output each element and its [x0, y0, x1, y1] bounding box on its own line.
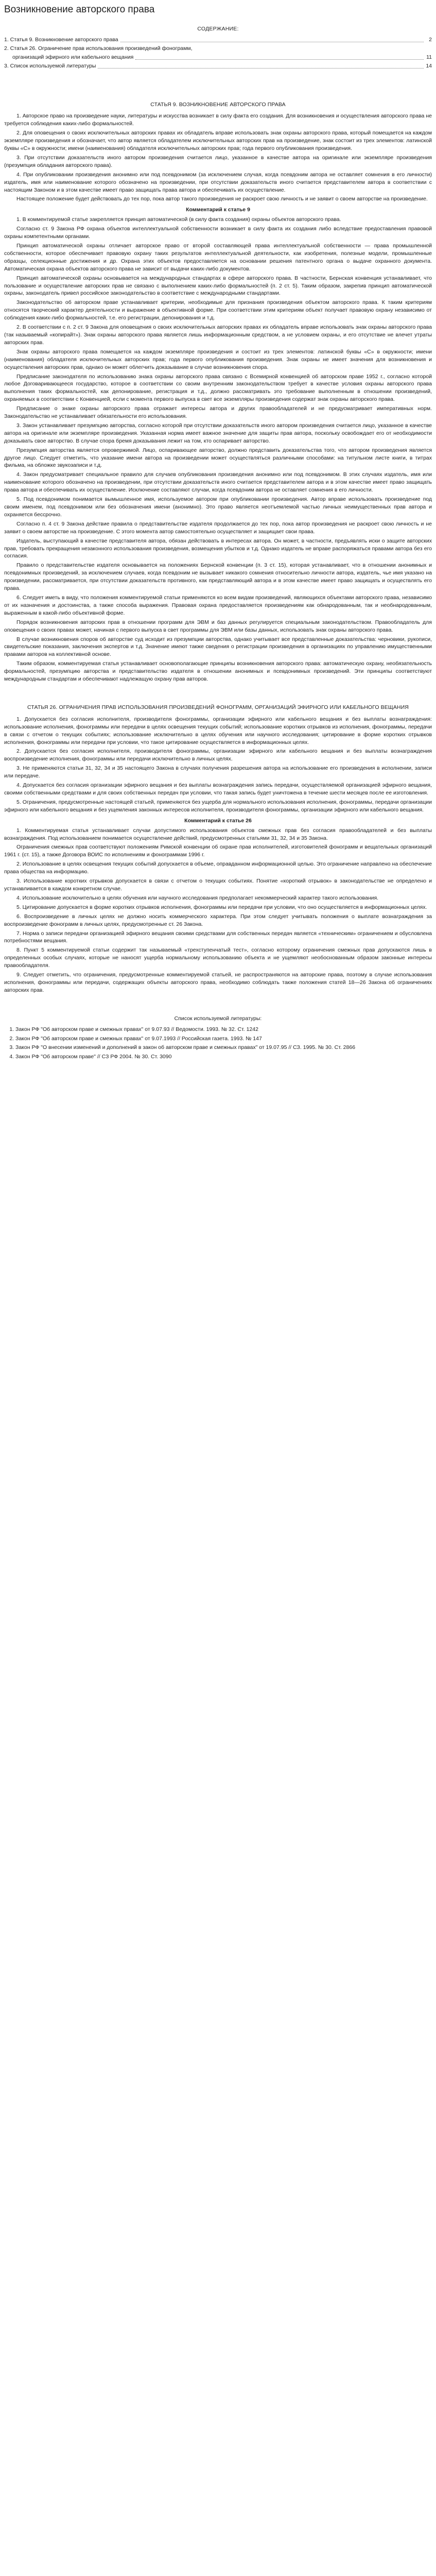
paragraph: 5. Под псевдонимом понимается вымышленное имя, используемое автором при опубликовании произведения. Автор вправе использовать произведение под своим именем, под псевдонимом или без обозначения имени (анонимно). Это право является неотъемлемой частью личных неимущественных прав автора и охраняется бессрочно. [4, 496, 432, 518]
paragraph: Порядок возникновения авторских прав в отношении программ для ЭВМ и баз данных регулируется специальным законодательством. Правообладатель для оповещения о своих правах может, начиная с первого выпуска в свет программы для ЭВМ или базы данных, использовать знак охраны авторского права. [4, 619, 432, 633]
paragraph: 1. Комментируемая статья устанавливает случаи допустимого использования объектов смежных прав без согласия правообладателей и без выплаты вознаграждения. Под использованием понимается осуществление действий, предусмотренных статьями 31, 32, 34 и 35 Закона. [4, 827, 432, 841]
paragraph: Предписание законодателя по использованию знака охраны авторского права связано с Всемирной конвенцией об авторском праве 1952 г., согласно которой любое Договаривающееся государство, которое в соответствии со своим внутренним законодательством требует в качестве условия охраны авторского права выполнения таких формальностей, как депонирование, регистрация и т.д., должно рассматривать это требование выполненным в отношении произведений, охраняемых в соответствии с Конвенцией, если с момента первого выпуска в свет все экземпляры произведения содержат знак охраны авторского права. [4, 373, 432, 403]
paragraph: Таким образом, комментируемая статья устанавливает основополагающие принципы возникновения авторского права: автоматическую охрану, необязательность формальностей, презумпцию авторства и представительство издателя в отношении анонимных и псевдонимных произведений. Эти принципы соответствуют международным стандартам и обеспечивают надлежащую охрану прав авторов. [4, 660, 432, 683]
toc-item-label: 2. Статья 26. Ограничение прав использования произведений фонограмм, [4, 45, 193, 52]
paragraph: 4. При опубликовании произведения анонимно или под псевдонимом (за исключением случая, когда псевдоним автора не оставляет сомнения в его личности) издатель, имя или наименование которого обозначено на произведении, при отсутствии доказательств иного считается представителем автора в соответствии с настоящим Законом и в этом качестве имеет право защищать права автора и обеспечивать их осуществление. [4, 171, 432, 193]
section-article-26 [4, 704, 432, 994]
paragraph: 2. Допускается без согласия исполнителя, производителя фонограммы, организации эфирного или кабельного вещания и без выплаты вознаграждения воспроизведение исполнения, фонограммы или передачи исключительно в личных целях. [4, 748, 432, 762]
paragraph: Настоящее положение будет действовать до тех пор, пока автор такого произведения не раскроет свою личность и не заявит о своем авторстве на произведение. [16, 196, 428, 202]
article-9-commentary [4, 216, 432, 322]
paragraph: Законодательство об авторском праве устанавливает критерии, необходимые для признания произведения объектом авторского права. К таким критериям относятся творческий характер деятельности и выражение в объективной форме. При соответствии этим критериям объект получает правовую охрану независимо от соблюдения каких-либо формальностей, т.е. его регистрации, депонирования и т.д. [4, 299, 432, 321]
sources-list [4, 1026, 432, 1061]
table-of-contents [4, 25, 432, 70]
paragraph: Правило о представительстве издателя основывается на положениях Бернской конвенции (п. 3 ст. 15), которая устанавливает, что в отношении анонимных и псевдонимных произведений, за исключением случаев, когда псевдоним не вызывает никакого сомнения относительно личности автора, издатель, чье имя указано на произведении, рассматривается, при отсутствии доказательств противного, как представляющий автора и в этом качестве имеет право защищать и осуществлять его права. [4, 562, 432, 592]
article-9-text [4, 112, 432, 203]
paragraph: 8. Пункт 5 комментируемой статьи содержит так называемый «трехступенчатый тест», согласно которому ограничения смежных прав допускаются лишь в определенных особых случаях, которые не наносят ущерба нормальному использованию объекта и не ущемляют необоснованным образом законные интересы правообладателя. [4, 947, 432, 969]
paragraph: 9. Следует отметить, что ограничения, предусмотренные комментируемой статьей, не распространяются на авторские права, поэтому в случае использования исполнения, фонограммы или передачи, содержащих объекты авторского права, необходимо соблюдать также положения статей 18—26 Закона об ограничениях авторских прав. [4, 972, 432, 993]
paragraph: Предписание о знаке охраны авторского права отражает интересы автора и других правообладателей и не предусматривает императивных норм. Законодательство не устанавливает обязательности его использования. [4, 405, 432, 420]
toc-list [4, 36, 432, 70]
paragraph: Презумпция авторства является опровержимой. Лицо, оспаривающее авторство, должно представить доказательства того, что автором произведения является другое лицо. Следует отметить, что указание имени автора на произведении может осуществляться различными способами: на титульном листе книги, в титрах фильма, на обложке звукозаписи и т.д. [4, 447, 432, 469]
commentary-title-article-9: Комментарий к статье 9 [186, 207, 250, 213]
paragraph: 2. Использование в целях освещения текущих событий допускается в объеме, оправданном информационной целью. Это ограничение направлено на обеспечение права общества на информацию. [4, 861, 432, 875]
toc-item[interactable] [4, 54, 432, 61]
paragraph: Согласно ст. 9 Закона РФ охрана объектов интеллектуальной собственности возникает в силу факта их создания либо вследствие предоставления правовой охраны компетентными органами. [4, 226, 432, 240]
commentary-title-article-26: Комментарий к статье 26 [184, 817, 252, 824]
toc-title: СОДЕРЖАНИЕ: [197, 25, 239, 32]
toc-leader-dots [98, 68, 424, 69]
source-item: 4. Закон РФ "Об авторском праве" // СЗ РФ 2004. № 30. Ст. 3090 [15, 1053, 432, 1061]
section-title-article-26: СТАТЬЯ 26. ОГРАНИЧЕНИЯ ПРАВ ИСПОЛЬЗОВАНИЯ ПРОИЗВЕДЕНИЙ ФОНОГРАММ, ОРГАНИЗАЦИЙ ЭФИРНОГО ИЛИ КАБЕЛЬНОГО ВЕЩАНИЯ [27, 704, 409, 710]
paragraph: В случае возникновения споров об авторстве суд исходит из презумпции авторства, однако учитывает все представленные доказательства: черновики, рукописи, свидетельские показания, заключения экспертов и т.д. Значение имеют также сведения о регистрации произведения в организациях по управлению имущественными правами авторов на коллективной основе. [4, 636, 432, 658]
paragraph: 3. Не применяются статьи 31, 32, 34 и 35 настоящего Закона в случаях получения разрешения автора на использование его произведения в исполнении, записи или передаче. [4, 765, 432, 779]
paragraph: 2. В соответствии с п. 2 ст. 9 Закона для оповещения о своих исключительных авторских правах их обладатель вправе использовать знак охраны авторского права (так называемый «копирайт»). Знак охраны авторского права является лишь информационным средством, а не условием охраны, и его отсутствие не влечет утраты авторских прав. [4, 324, 432, 346]
paragraph: 4. Закон предусматривает специальное правило для случаев опубликования произведения анонимно или под псевдонимом. В этих случаях издатель, имя или наименование которого обозначено на произведении, при отсутствии доказательств иного считается представителем автора и в этом качестве имеет право защищать права автора и обеспечивать их осуществление. Исключение составляют случаи, когда псевдоним автора не оставляет сомнения в его личности. [4, 471, 432, 494]
source-item: 1. Закон РФ "Об авторском праве и смежных правах" от 9.07.93 // Ведомости. 1993. № 32. Ст. 1242 [15, 1026, 432, 1033]
paragraph: 1. Авторское право на произведение науки, литературы и искусства возникает в силу факта его создания. Для возникновения и осуществления авторского права не требуется соблюдения каких-либо формальностей. [4, 113, 432, 127]
paragraph: 1. Допускается без согласия исполнителя, производителя фонограммы, организации эфирного или кабельного вещания и без выплаты вознаграждения: использование исполнения, фонограммы или передачи в целях освещения текущих событий; использование коротких отрывков из исполнения, фонограммы, передачи в связи с отчетом о текущих событиях; использование исключительно в целях обучения или научного исследования; цитирование в форме коротких отрывков исполнения, фонограммы или передачи при условии, что такое цитирование осуществляется в информационных целях. [4, 716, 432, 745]
section-title-article-9: СТАТЬЯ 9. ВОЗНИКНОВЕНИЕ АВТОРСКОГО ПРАВА [150, 101, 286, 108]
paragraph: 5. Цитирование допускается в форме коротких отрывков исполнения, фонограммы или передачи при условии, что оно осуществляется в информационных целях. [16, 904, 427, 910]
toc-item[interactable] [4, 62, 432, 70]
sources-title: Список используемой литературы: [174, 1015, 262, 1022]
toc-item[interactable] [4, 36, 432, 44]
paragraph: 6. Воспроизведение в личных целях не должно носить коммерческого характера. При этом следует учитывать положения о выплате вознаграждения за воспроизведение фонограмм в личных целях, предусмотренные ст. 26 Закона. [4, 913, 432, 927]
paragraph: 4. Допускается без согласия организации эфирного вещания и без выплаты вознаграждения запись передачи, осуществляемой организацией эфирного вещания, своими собственными средствами и для своих собственных передач при условии, что такая запись будет уничтожена в течение шести месяцев после ее изготовления. [4, 782, 432, 796]
toc-item-label: 3. Список используемой литературы [4, 62, 96, 69]
paragraph: 5. Ограничения, предусмотренные настоящей статьей, применяются без ущерба для нормального использования исполнения, фонограммы, передачи организации эфирного или кабельного вещания и без ущемления законных интересов исполнителя, производителя фонограммы, организации эфирного или кабельного вещания. [4, 799, 432, 813]
paragraph: 6. Следует иметь в виду, что положения комментируемой статьи применяются ко всем видам произведений, являющихся объектами авторского права, независимо от их назначения и достоинства, а также способа выражения. Правовая охрана предоставляется произведениям как обнародованным, так и необнародованным, выраженным в какой-либо объективной форме. [4, 594, 432, 616]
source-item: 3. Закон РФ "О внесении изменений и дополнений в закон об авторском праве и смежных правах" от 19.07.95 // СЗ. 1995. № 30. Ст. 2866 [15, 1044, 432, 1052]
paragraph: 4. Использование исключительно в целях обучения или научного исследования предполагает некоммерческий характер такого использования. [16, 894, 379, 901]
toc-leader-dots [135, 59, 424, 60]
document-page [0, 0, 436, 1083]
article-9-commentary-continued [4, 324, 432, 683]
toc-item-label: организаций эфирного или кабельного вещания [12, 54, 134, 60]
paragraph: 3. При отсутствии доказательств иного автором произведения считается лицо, указанное в качестве автора на оригинале или экземпляре произведения (презумпция обладания авторского права). [4, 154, 432, 168]
toc-item-label: 1. Статья 9. Возникновение авторского права [4, 36, 118, 43]
source-item: 2. Закон РФ "Об авторском праве и смежных правах" от 9.07.1993 // Российская газета. 1993. № 147 [15, 1035, 432, 1043]
paragraph: 3. Закон устанавливает презумпцию авторства, согласно которой при отсутствии доказательств иного автором произведения считается лицо, указанное в качестве автора на оригинале или экземпляре произведения. Указанная норма имеет важное значение для защиты прав автора, поскольку освобождает его от необходимости доказывать свое авторство. В случае спора бремя доказывания лежит на том, кто оспаривает авторство. [4, 422, 432, 444]
paragraph: 3. Использование коротких отрывков допускается в связи с отчетом о текущих событиях. Понятие «короткий отрывок» в законодательстве не определено и устанавливается в каждом конкретном случае. [4, 878, 432, 892]
toc-item-page: 2 [429, 36, 432, 43]
paragraph: Принцип автоматической охраны основывается на международных стандартах в сфере авторского права. В частности, Бернская конвенция устанавливает, что пользование и осуществление авторских прав не связано с выполнением каких-либо формальностей (п. 2 ст. 5). Таким образом, закрепив принцип автоматической охраны, законодатель привел российское законодательство в соответствие с международными стандартами. [4, 275, 432, 297]
paragraph: Принцип автоматической охраны отличает авторское право от второй составляющей права интеллектуальной собственности — права промышленной собственности, которое обеспечивает правовую охрану таких результатов интеллектуальной деятельности, как изобретения, полезные модели, промышленные образцы, селекционные достижения и др. Охрана этих объектов предоставляется на основании решения патентного органа о выдаче охранного документа. Автоматическая охрана объектов авторского права не зависит от выдачи каких-либо документов. [4, 243, 432, 272]
toc-item-page: 11 [426, 54, 432, 60]
toc-item-page: 14 [426, 62, 432, 69]
article-26-commentary [4, 827, 432, 994]
paragraph: 1. В комментируемой статье закрепляется принцип автоматической (в силу факта создания) охраны объектов авторского права. [16, 216, 341, 223]
paragraph: 7. Норма о записи передачи организацией эфирного вещания своими средствами для собственных передач является «техническим» ограничением и обусловлена потребностями вещания. [4, 930, 432, 944]
paragraph: Издатель, выступающий в качестве представителя автора, обязан действовать в интересах автора. Он может, в частности, предъявлять иски о защите авторских прав, требовать прекращения незаконного использования произведения, возмещения убытков и т.д. Однако издатель не вправе распоряжаться правами автора без его согласия. [4, 537, 432, 560]
article-26-text [4, 716, 432, 814]
paragraph: Ограничения смежных прав соответствуют положениям Римской конвенции об охране прав исполнителей, изготовителей фонограмм и вещательных организаций 1961 г. (ст. 15), а также Договора ВОИС по исполнениям и фонограммам 1996 г. [4, 844, 432, 858]
paragraph: 2. Для оповещения о своих исключительных авторских правах их обладатель вправе использовать знак охраны авторского права, который помещается на каждом экземпляре произведения и обозначает, что автор является обладателем исключительных авторских прав на произведение, знак состоит из трех элементов: латинской буквы «C» в окружности; имени (наименования) обладателя исключительных авторских прав; года первого опубликования произведения. [4, 130, 432, 152]
paragraph: Знак охраны авторского права помещается на каждом экземпляре произведения и состоит из трех элементов: латинской буквы «C» в окружности; имени (наименования) обладателя исключительных авторских прав; года первого опубликования произведения. Знак охраны не имеет значения для возникновения и осуществления авторских прав, однако он может облегчить доказывание в случае возникновения спора. [4, 348, 432, 370]
sources-section [4, 1015, 432, 1061]
toc-item[interactable] [4, 45, 432, 53]
page-title: Возникновение авторского права [4, 4, 155, 15]
section-article-9 [4, 101, 432, 683]
paragraph: Согласно п. 4 ст. 9 Закона действие правила о представительстве издателя продолжается до тех пор, пока автор произведения не раскроет свою личность и не заявит о своем авторстве на произведение. С этого момента автор самостоятельно осуществляет и защищает свои права. [4, 520, 432, 535]
